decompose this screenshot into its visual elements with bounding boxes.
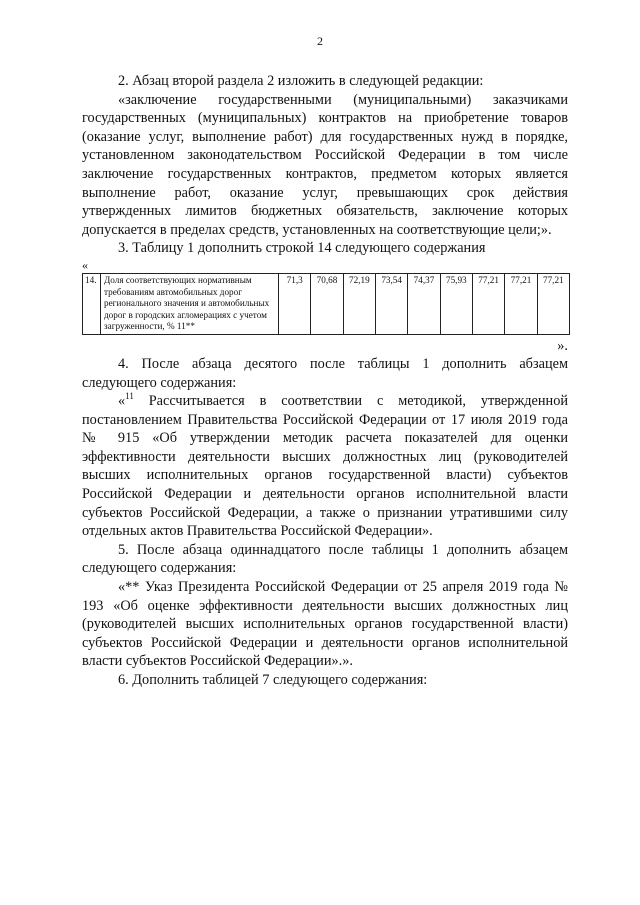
item3-heading: 3. Таблицу 1 дополнить строкой 14 следующего содержания — [118, 240, 486, 257]
table1-row14 — [82, 273, 570, 335]
page-number: 2 — [317, 34, 323, 48]
footnote-mark: 11 — [125, 391, 134, 402]
row-value: 74,37 — [408, 273, 440, 334]
row-value: 77,21 — [537, 273, 569, 334]
item2-heading: 2. Абзац второй раздела 2 изложить в следующей редакции: — [118, 73, 484, 89]
row-value: 71,3 — [279, 273, 311, 334]
row-number: 14. — [83, 273, 101, 334]
item4-quoted-text — [82, 392, 568, 541]
item5-quoted-text: «** Указ Президента Российской Федерации от 25 апреля 2019 года № 193 «Об оценке эффективности деятельности высших должностных лиц (руководителей высших исполнительных органов государственной власти) субъектов Российской Федерации и деятельности органов исполнительной власти субъектов Российской Федерации».». — [82, 579, 568, 670]
row-value: 77,21 — [472, 273, 504, 334]
quote-open: « — [118, 393, 126, 410]
row-value: 72,19 — [343, 273, 375, 334]
item6-heading: 6. Дополнить таблицей 7 следующего содержания: — [118, 672, 428, 688]
item4-text: Рассчитывается в соответствии с методикой, утвержденной постановлением Правительства Российской Федерации от 17 июля 2019 года № 915 «Об утверждении методик расчета показателей для оценки эффективности деятельности высших должностных лиц (руководителей высших исполнительных органов государственной власти) субъектов Российской Федерации и деятельности органов исполнительной власти субъектов Российской Федерации, а также о признании утратившими силу отдельных актов Правительства Российской Федерации». — [82, 393, 568, 540]
row-value: 73,54 — [375, 273, 407, 334]
item2-quoted-text: «заключение государственными (муниципальными) заказчиками государственных (муниципальных) контрактов на приобретение товаров (оказание услуг, выполнение работ) для государственных нужд в порядке, установленном законодательством Российской Федерации в том числе заключение государственных контрактов, предметом которых является выполнение работ, оказание услуг, превышающих срок действия утвержденных лимитов бюджетных обязательств, заключение которых допускается в пределах средств, установленных на соответствующие цели;». — [82, 91, 568, 238]
table-row — [83, 273, 570, 334]
row-description: Доля соответствующих нормативным требованиям автомобильных дорог регионального значения и автомобильных дорог в городских агломерациях с учетом загруженности, % 11** — [101, 273, 279, 334]
table-open-quote: « — [82, 257, 88, 272]
row-value: 77,21 — [505, 273, 537, 334]
item5-heading: 5. После абзаца одиннадцатого после таблицы 1 дополнить абзацем следующего содержания: — [82, 541, 568, 577]
row-value: 75,93 — [440, 273, 472, 334]
document-body — [82, 72, 568, 690]
item4-heading: 4. После абзаца десятого после таблицы 1 дополнить абзацем следующего содержания: — [82, 355, 568, 391]
table-close-quote: ». — [557, 337, 568, 354]
row-value: 70,68 — [311, 273, 343, 334]
